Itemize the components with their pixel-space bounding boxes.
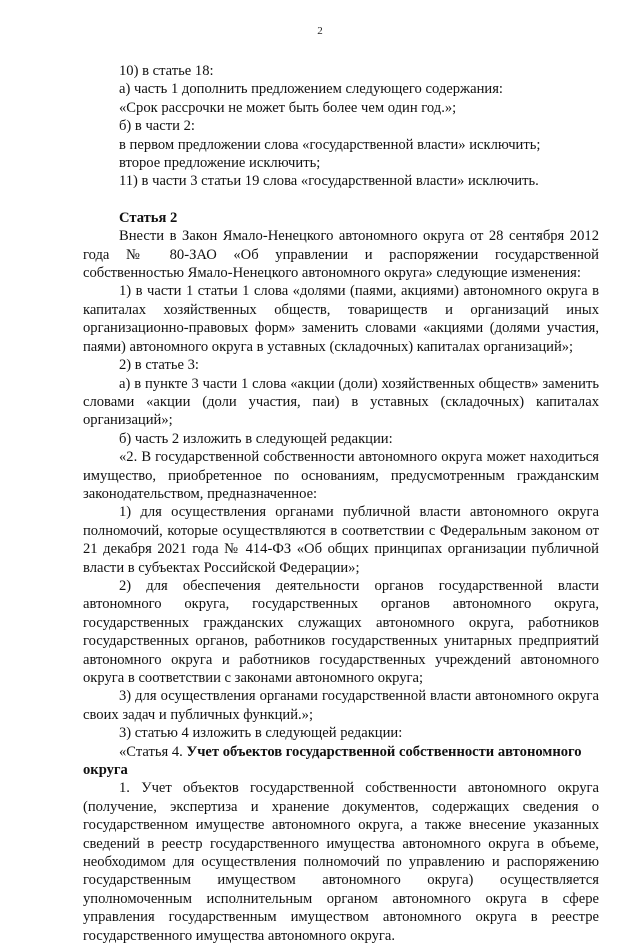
article-4-prefix: «Статья 4. bbox=[119, 743, 187, 760]
paragraph: 2) в статье 3: bbox=[119, 357, 199, 374]
paragraph: 1. Учет объектов государственной собственности автономного округа (получение, экспертиза и хранение документов, содержащих сведения о государственном имуществе автономного округа, а также внесение указанных сведений в реестр государственного имущества автономного округа в объеме, необходимом для осуществления полномочий по управлению и распоряжению государственным имуществом автономного округа) осуществляется уполномоченным исполнительным органом автономного округа в сфере управления государственным имуществом автономного округа в реестре государственного имущества автономного округа. bbox=[83, 780, 599, 944]
article-4-title: Учет объектов государственной собственности автономного округа bbox=[83, 743, 582, 779]
paragraph: 1) для осуществления органами публичной власти автономного округа полномочий, которые осуществляются в соответствии с Федеральным законом от 21 декабря 2021 года № 414-ФЗ «Об общих принципах организации публичной власти в субъектах Российской Федерации»; bbox=[83, 504, 599, 576]
paragraph: «Срок рассрочки не может быть более чем один год.»; bbox=[119, 99, 457, 116]
paragraph: второе предложение исключить; bbox=[119, 155, 321, 172]
paragraph: 2) для обеспечения деятельности органов государственной власти автономного округа, государственных органов автономного округа, государственных гражданских служащих автономного округа, работников государственных органов, работников государственных унитарных предприятий автономного округа и работников государственных учреждений автономного округа в соответствии с законами автономного округа; bbox=[83, 577, 599, 686]
paragraph: а) часть 1 дополнить предложением следующего содержания: bbox=[119, 81, 503, 98]
paragraph: б) в части 2: bbox=[119, 118, 195, 135]
paragraph: Внести в Закон Ямало-Ненецкого автономного округа от 28 сентября 2012 года № 80-ЗАО «Об управлении и распоряжении государственной собственностью Ямало-Ненецкого автономного округа» следующие изменения: bbox=[83, 228, 599, 282]
paragraph: 3) статью 4 изложить в следующей редакции: bbox=[119, 725, 403, 742]
paragraph: б) часть 2 изложить в следующей редакции: bbox=[119, 430, 393, 447]
article-4-heading bbox=[83, 743, 599, 780]
paragraph: 11) в части 3 статьи 19 слова «государственной власти» исключить. bbox=[119, 173, 539, 190]
paragraph: 10) в статье 18: bbox=[119, 63, 214, 79]
paragraph: 3) для осуществления органами государственной власти автономного округа своих задач и публичных функций.»; bbox=[83, 688, 599, 723]
document-body bbox=[83, 62, 599, 945]
paragraph: 1) в части 1 статьи 1 слова «долями (паями, акциями) автономного округа в капиталах хозяйственных обществ, товариществ и организаций иных организационно-правовых форм» заменить словами «акциями (долями участия, паями) автономного округа в уставных (складочных) капиталах организаций»; bbox=[83, 283, 599, 355]
paragraph: «2. В государственной собственности автономного округа может находиться имущество, приобретенное по основаниям, предусмотренным гражданским законодательством, предназначенное: bbox=[83, 449, 599, 502]
page-number: 2 bbox=[317, 25, 323, 37]
article-heading: Статья 2 bbox=[119, 209, 178, 226]
paragraph: в первом предложении слова «государственной власти» исключить; bbox=[119, 136, 541, 153]
paragraph: а) в пункте 3 части 1 слова «акции (доли) хозяйственных обществ» заменить словами «акции (доли участия, паи) в уставных (складочных) капиталах организаций»; bbox=[83, 375, 599, 429]
